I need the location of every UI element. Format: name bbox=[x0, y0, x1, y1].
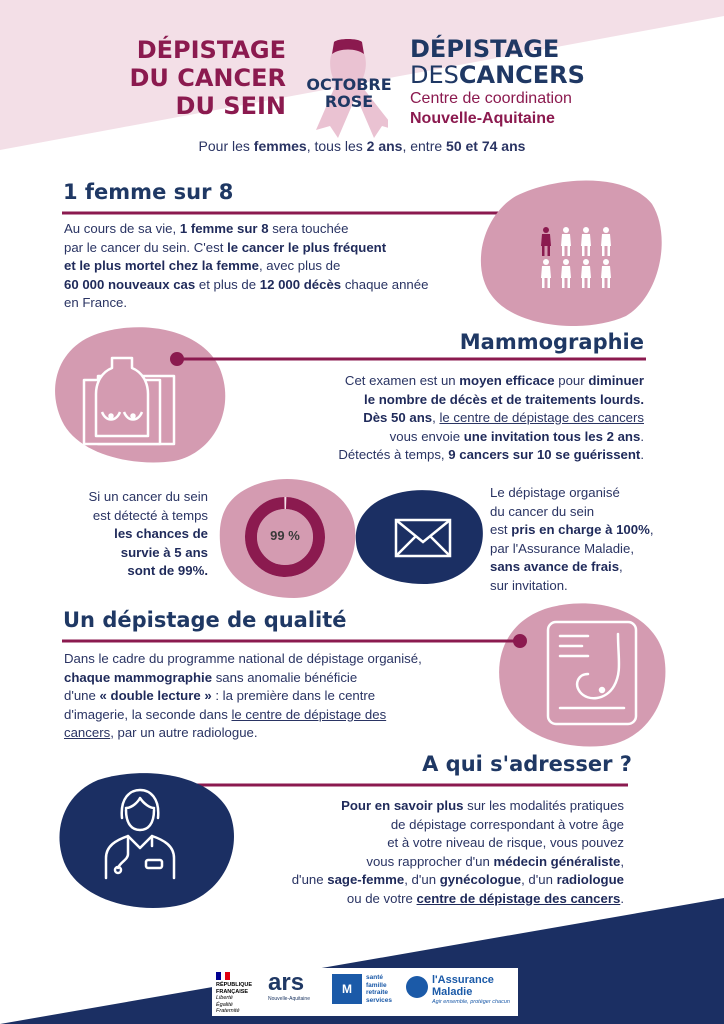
header-subtitle: Pour les femmes, tous les 2 ans, entre 50 et 74 ans bbox=[198, 138, 526, 154]
section2-text: Cet examen est un moyen efficace pour diminuer le nombre de décès et de traitements lourds. Dès 50 ans, le centre de dépistage des cancers vous envoie une invitation tous les 2 ans. Détectés à temps, 9 cancers sur 10 se guérissent. bbox=[338, 373, 644, 462]
right-sub-1: Centre de coordination bbox=[410, 90, 572, 107]
section3-text: Dans le cadre du programme national de dépistage organisé, chaque mammographie sans anomalie bénéficie d'une « double lecture » : la première dans le centre d'imagerie, la seconde dans le centre de dépistage des cancers, par un autre radiologue. bbox=[64, 651, 422, 740]
screening-centre-link-3[interactable]: cancers bbox=[64, 725, 111, 740]
right-title-2: DESCANCERS bbox=[410, 61, 585, 89]
msa-mark-icon: M bbox=[332, 974, 362, 1004]
women-figures-icon bbox=[538, 226, 618, 292]
section1-text: Au cours de sa vie, 1 femme sur 8 sera touchée par le cancer du sein. C'est le cancer le plus fréquent et le plus mortel chez la femme, avec plus de 60 000 nouveaux cas et plus de 12 000 décès chaque année en France. bbox=[64, 221, 429, 310]
doctor-icon bbox=[98, 784, 182, 884]
section1-heading: 1 femme sur 8 bbox=[63, 180, 234, 204]
republique-francaise-logo: RÉPUBLIQUE FRANÇAISE Liberté Égalité Fraternité bbox=[216, 972, 266, 1015]
assurance-maladie-mark-icon bbox=[406, 976, 428, 998]
mammogram-image-icon bbox=[544, 618, 640, 728]
ribbon-label: OCTOBRE ROSE bbox=[306, 75, 392, 111]
envelope-icon bbox=[394, 518, 452, 558]
right-sub-2: Nouvelle-Aquitaine bbox=[410, 110, 555, 127]
right-title-1: DÉPISTAGE bbox=[410, 35, 560, 63]
screening-centre-link-2[interactable]: le centre de dépistage des bbox=[231, 706, 387, 722]
coverage-text: Le dépistage organisé du cancer du sein est pris en charge à 100%, par l'Assurance Maladie, sans avance de frais, sur invitation. bbox=[490, 485, 654, 593]
screening-centre-link[interactable]: le centre de dépistage des cancers bbox=[439, 410, 644, 425]
screening-centre-link-4[interactable]: centre de dépistage des cancers bbox=[416, 890, 621, 906]
section4-text: Pour en savoir plus sur les modalités pratiques de dépistage correspondant à votre âge et à votre niveau de risque, vous pouvez vous rapprocher d'un médecin généraliste, d'une sage-femme, d'un gynécologue, d'un radiologue ou de votre centre de dépistage des cancers. bbox=[291, 798, 624, 906]
mammography-machine-icon bbox=[80, 350, 180, 450]
section4-heading: A qui s'adresser ? bbox=[422, 752, 632, 776]
section2-heading: Mammographie bbox=[459, 330, 644, 354]
ars-logo: ars Nouvelle-Aquitaine bbox=[268, 969, 310, 1002]
footer-logos: RÉPUBLIQUE FRANÇAISE Liberté Égalité Fraternité ars Nouvelle-Aquitaine M santé famille retraite services l'Assurance Maladie Agir ensemble, protéger chacun bbox=[212, 968, 518, 1016]
funded-by-label: le CRCDC-NA est financé par : bbox=[214, 960, 311, 967]
section3-heading: Un dépistage de qualité bbox=[63, 608, 347, 632]
section3-rule bbox=[60, 632, 530, 652]
donut-label: 99 % bbox=[270, 528, 300, 543]
survival-text: Si un cancer du sein est détecté à temps les chances de survie à 5 ans sont de 99%. bbox=[88, 489, 208, 578]
header-right-block bbox=[410, 36, 585, 129]
msa-logo: M santé famille retraite services bbox=[332, 974, 406, 1008]
header-left-title: DÉPISTAGE DU CANCER DU SEIN bbox=[129, 36, 286, 120]
